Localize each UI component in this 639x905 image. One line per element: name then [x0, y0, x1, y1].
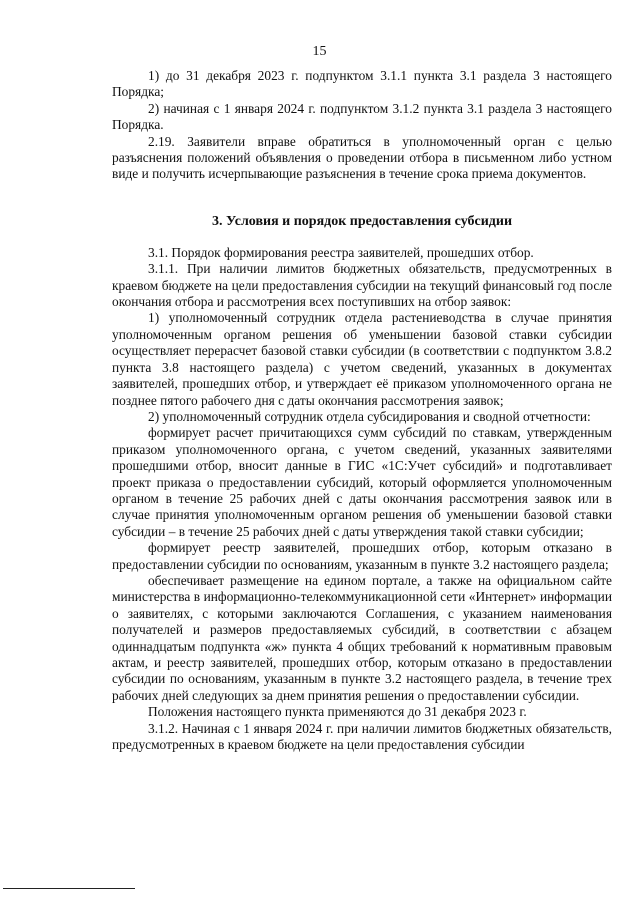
paragraph: обеспечивает размещение на едином портале, а также на официальном сайте министерства в информационно-телекоммуникационной сети «Интернет» информации о заявителях, с которыми заключаются Соглашения, с указанием наименования получателей и размеров предоставляемых субсидий, в соответствии с абзацем одиннадцатым подпункта «ж» пункта 4 общих требований к нормативным правовым актам, и реестр заявителей, прошедших отбор, которым отказано в предоставлении субсидии по основаниям, указанным в пункте 3.2 настоящего раздела, в течение трех рабочих дней следующих за днем принятия решения о предоставлении субсидии. [112, 572, 612, 703]
paragraph: 2) начиная с 1 января 2024 г. подпунктом 3.1.2 пункта 3.1 раздела 3 настоящего Порядка. [112, 100, 612, 133]
document-body [112, 68, 612, 753]
paragraph: 2) уполномоченный сотрудник отдела субсидирования и сводной отчетности: [148, 408, 591, 424]
paragraph: 1) до 31 декабря 2023 г. подпунктом 3.1.1 пункта 3.1 раздела 3 настоящего Порядка; [112, 68, 612, 100]
paragraph: Положения настоящего пункта применяются до 31 декабря 2023 г. [148, 704, 527, 720]
paragraph: 3.1. Порядок формирования реестра заявителей, прошедших отбор. [148, 244, 534, 260]
paragraph: 1) уполномоченный сотрудник отдела растениеводства в случае принятия уполномоченным органом решения об уменьшении базовой ставки субсидии осуществляет перерасчет базовой ставки субсидии (в соответствии с подпунктом 3.8.2 пункта 3.8 настоящего раздела) с учетом сведений, указанных в документах заявителей, прошедших отбор, и утверждает её приказом уполномоченного органа не позднее пятого рабочего дня с даты окончания рассмотрения заявок; [112, 310, 612, 408]
paragraph: 2.19. Заявители вправе обратиться в уполномоченный орган с целью разъяснения положений объявления о проведении отбора в письменном либо устном виде и получить исчерпывающие разъяснения в течение срока приема документов. [112, 133, 612, 182]
footnote-rule [3, 888, 135, 889]
page-number: 15 [312, 44, 327, 59]
paragraph: формирует расчет причитающихся сумм субсидий по ставкам, утвержденным приказом уполномоченного органа, с учетом сведений, указанных заявителями прошедшими отбор, вносит данные в ГИС «1С:Учет субсидий» и подготавливает проект приказа о предоставлении субсидий, который оформляется уполномоченным органом в течение 25 рабочих дней с даты окончания рассмотрения заявок или в случае принятия уполномоченным органом решения об уменьшении базовой ставки субсидии – в течение 25 рабочих дней с даты утверждения такой ставки субсидии; [112, 425, 612, 539]
paragraph: 3.1.2. Начиная с 1 января 2024 г. при наличии лимитов бюджетных обязательств, предусмотренных в краевом бюджете на цели предоставления субсидии [112, 720, 612, 753]
paragraph: 3.1.1. При наличии лимитов бюджетных обязательств, предусмотренных в краевом бюджете на цели предоставления субсидии на текущий финансовый год после окончания отбора и рассмотрения всех поступивших на отбор заявок: [112, 261, 612, 310]
section-heading: 3. Условия и порядок предоставления субсидии [211, 213, 513, 229]
paragraph: формирует реестр заявителей, прошедших отбор, которым отказано в предоставлении субсидии по основаниям, указанным в пункте 3.2 настоящего раздела; [112, 540, 612, 572]
